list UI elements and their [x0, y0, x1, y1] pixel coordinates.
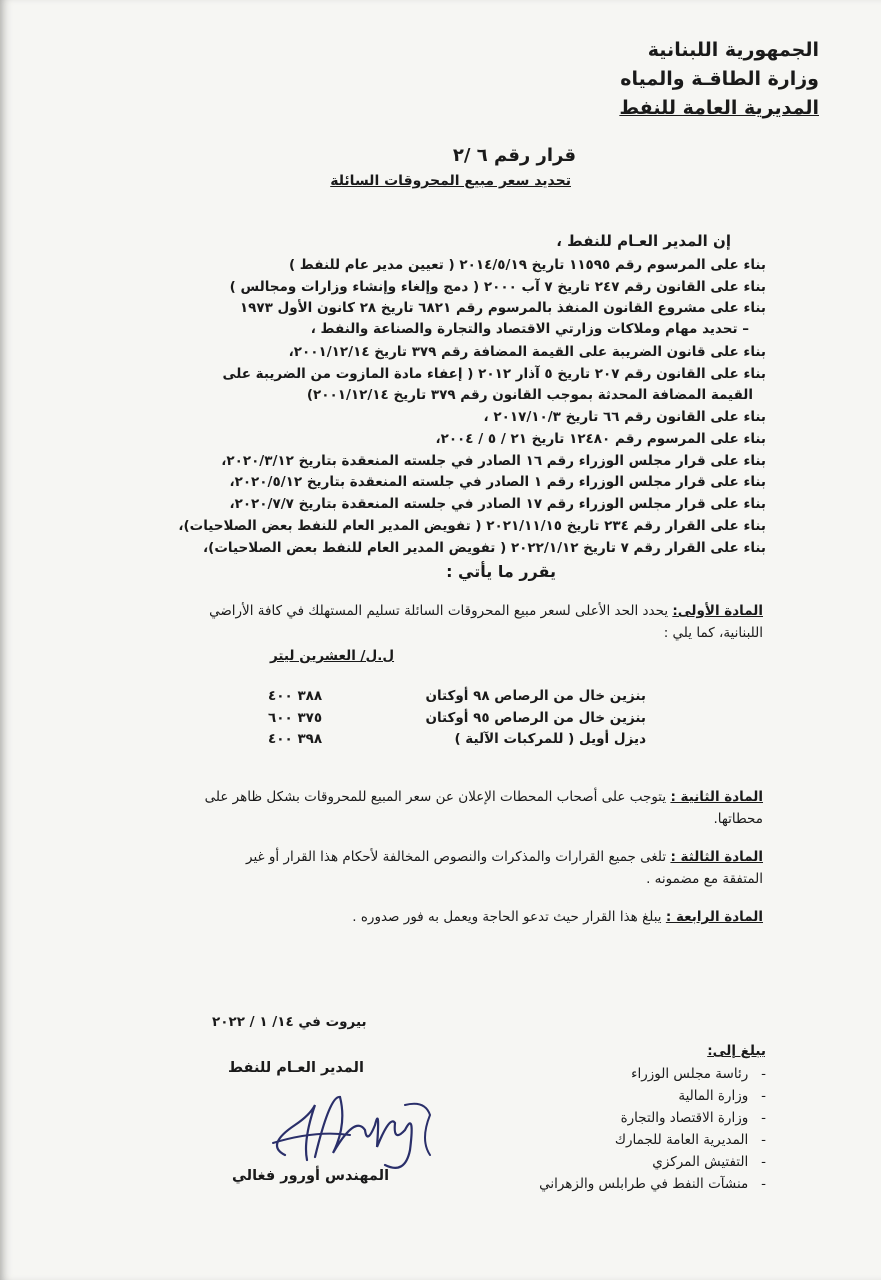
preamble-line: بناء على المرسوم رقم ١٢٤٨٠ تاريخ ٢١ / ٥ / ٢٠٠٤، — [435, 431, 766, 447]
preamble-line: بناء على قرار مجلس الوزراء رقم ١٦ الصادر في جلسته المنعقدة بتاريخ ٢٠٢٠/٣/١٢، — [221, 453, 766, 469]
resolved-heading: يقرر ما يأتي : — [446, 562, 556, 581]
article-third — [203, 846, 763, 890]
directorate-name: المديرية العامة للنفط — [619, 97, 819, 119]
signatory-name: المهندس أورور فغالي — [232, 1168, 390, 1184]
preamble-line: بناء على قرار مجلس الوزراء رقم ١ الصادر في جلسته المنعقدة بتاريخ ٢٠٢٠/٥/١٢، — [229, 474, 766, 490]
article-fourth — [203, 906, 763, 928]
letterhead — [619, 36, 819, 123]
preamble-line: بناء على القرار رقم ٢٣٤ تاريخ ٢٠٢١/١١/١٥ ( تفويض المدير العام للنفط بعض الصلاحيات)، — [178, 518, 766, 534]
distribution-item: - رئاسة مجلس الوزراء — [631, 1066, 766, 1082]
distribution-item: - وزارة الاقتصاد والتجارة — [620, 1110, 766, 1126]
distribution-item: - وزارة المالية — [678, 1088, 766, 1104]
preamble-line: بناء على مشروع القانون المنفذ بالمرسوم رقم ٦٨٢١ تاريخ ٢٨ كانون الأول ١٩٧٣ — [239, 300, 766, 316]
article-first-label: المادة الأولى: — [672, 603, 763, 619]
price-row-product: ديزل أويل ( للمركبات الآلية ) — [454, 731, 646, 747]
distribution-title: يبلغ إلى: — [707, 1043, 766, 1059]
preamble-line: بناء على القرار رقم ٧ تاريخ ٢٠٢٢/١/١٢ ( تفويض المدير العام للنفط بعض الصلاحيات)، — [203, 540, 766, 556]
place-date: بيروت في ١٤/ ١ / ٢٠٢٢ — [212, 1014, 367, 1030]
article-second — [203, 786, 763, 830]
preamble-line: بناء على القانون رقم ٦٦ تاريخ ٢٠١٧/١٠/٣ ، — [483, 409, 766, 425]
preamble-line: – تحديد مهام وملاكات وزارتي الاقتصاد والتجارة والصناعة والنفط ، — [310, 321, 749, 337]
distribution-item: - منشآت النفط في طرابلس والزهراني — [539, 1176, 766, 1192]
preamble-line: بناء على المرسوم رقم ١١٥٩٥ تاريخ ٢٠١٤/٥/١٩ ( تعيين مدير عام للنفط ) — [288, 257, 766, 273]
article-fourth-label: المادة الرابعة : — [665, 909, 763, 925]
decision-number: قرار رقم ٦ /٢ — [452, 145, 576, 166]
article-first — [203, 600, 763, 644]
decision-subject: تحديد سعر مبيع المحروقات السائلة — [330, 173, 571, 189]
preamble-line: القيمة المضافة المحدثة بموجب القانون رقم ٣٧٩ تاريخ ٢٠٠١/١٢/١٤) — [306, 387, 753, 403]
preamble-intro: إن المدير العـام للنفط ، — [556, 232, 731, 250]
preamble-line: بناء على قرار مجلس الوزراء رقم ١٧ الصادر في جلسته المنعقدة بتاريخ ٢٠٢٠/٧/٧، — [229, 496, 766, 512]
price-row-product: بنزين خال من الرصاص ٩٨ أوكتان — [425, 688, 646, 704]
article-first-text: يحدد الحد الأعلى لسعر مبيع المحروقات السائلة تسليم المستهلك في كافة الأراضي اللبنانية، كما يلي : — [209, 603, 763, 641]
preamble-line: بناء على القانون رقم ٢٤٧ تاريخ ٧ آب ٢٠٠٠ ( دمج وإلغاء وإنشاء وزارات ومجالس ) — [229, 279, 766, 295]
signature-image — [255, 1085, 445, 1175]
price-row-value: ٣٧٥ ٦٠٠ — [268, 710, 323, 726]
price-row-value: ٣٩٨ ٤٠٠ — [268, 731, 323, 747]
article-fourth-text: يبلغ هذا القرار حيث تدعو الحاجة ويعمل به فور صدوره . — [352, 909, 662, 925]
price-row-value: ٣٨٨ ٤٠٠ — [268, 688, 323, 704]
article-third-label: المادة الثالثة : — [670, 849, 763, 865]
preamble-line: بناء على القانون رقم ٢٠٧ تاريخ ٥ آذار ٢٠١٢ ( إعفاء مادة المازوت من الضريبة على — [222, 366, 766, 382]
preamble-line: بناء على قانون الضريبة على القيمة المضافة رقم ٣٧٩ تاريخ ٢٠٠١/١٢/١٤، — [288, 344, 766, 360]
price-unit-header: ل.ل/ العشرين ليتر — [270, 648, 395, 664]
republic-name: الجمهورية اللبنانية — [647, 39, 819, 61]
price-row-product: بنزين خال من الرصاص ٩٥ أوكتان — [425, 710, 646, 726]
article-second-label: المادة الثانية : — [670, 789, 763, 805]
distribution-item: - المديرية العامة للجمارك — [614, 1132, 766, 1148]
article-third-text: تلغى جميع القرارات والمذكرات والنصوص المخالفة لأحكام هذا القرار أو غير المتفقة مع مضمونه . — [246, 849, 763, 887]
article-second-text: يتوجب على أصحاب المحطات الإعلان عن سعر المبيع للمحروقات بشكل ظاهر على محطاتها. — [204, 789, 763, 827]
ministry-name: وزارة الطاقـة والمياه — [620, 68, 819, 90]
signatory-title: المدير العـام للنفط — [228, 1060, 364, 1076]
distribution-item: - التفتيش المركزي — [652, 1154, 766, 1170]
